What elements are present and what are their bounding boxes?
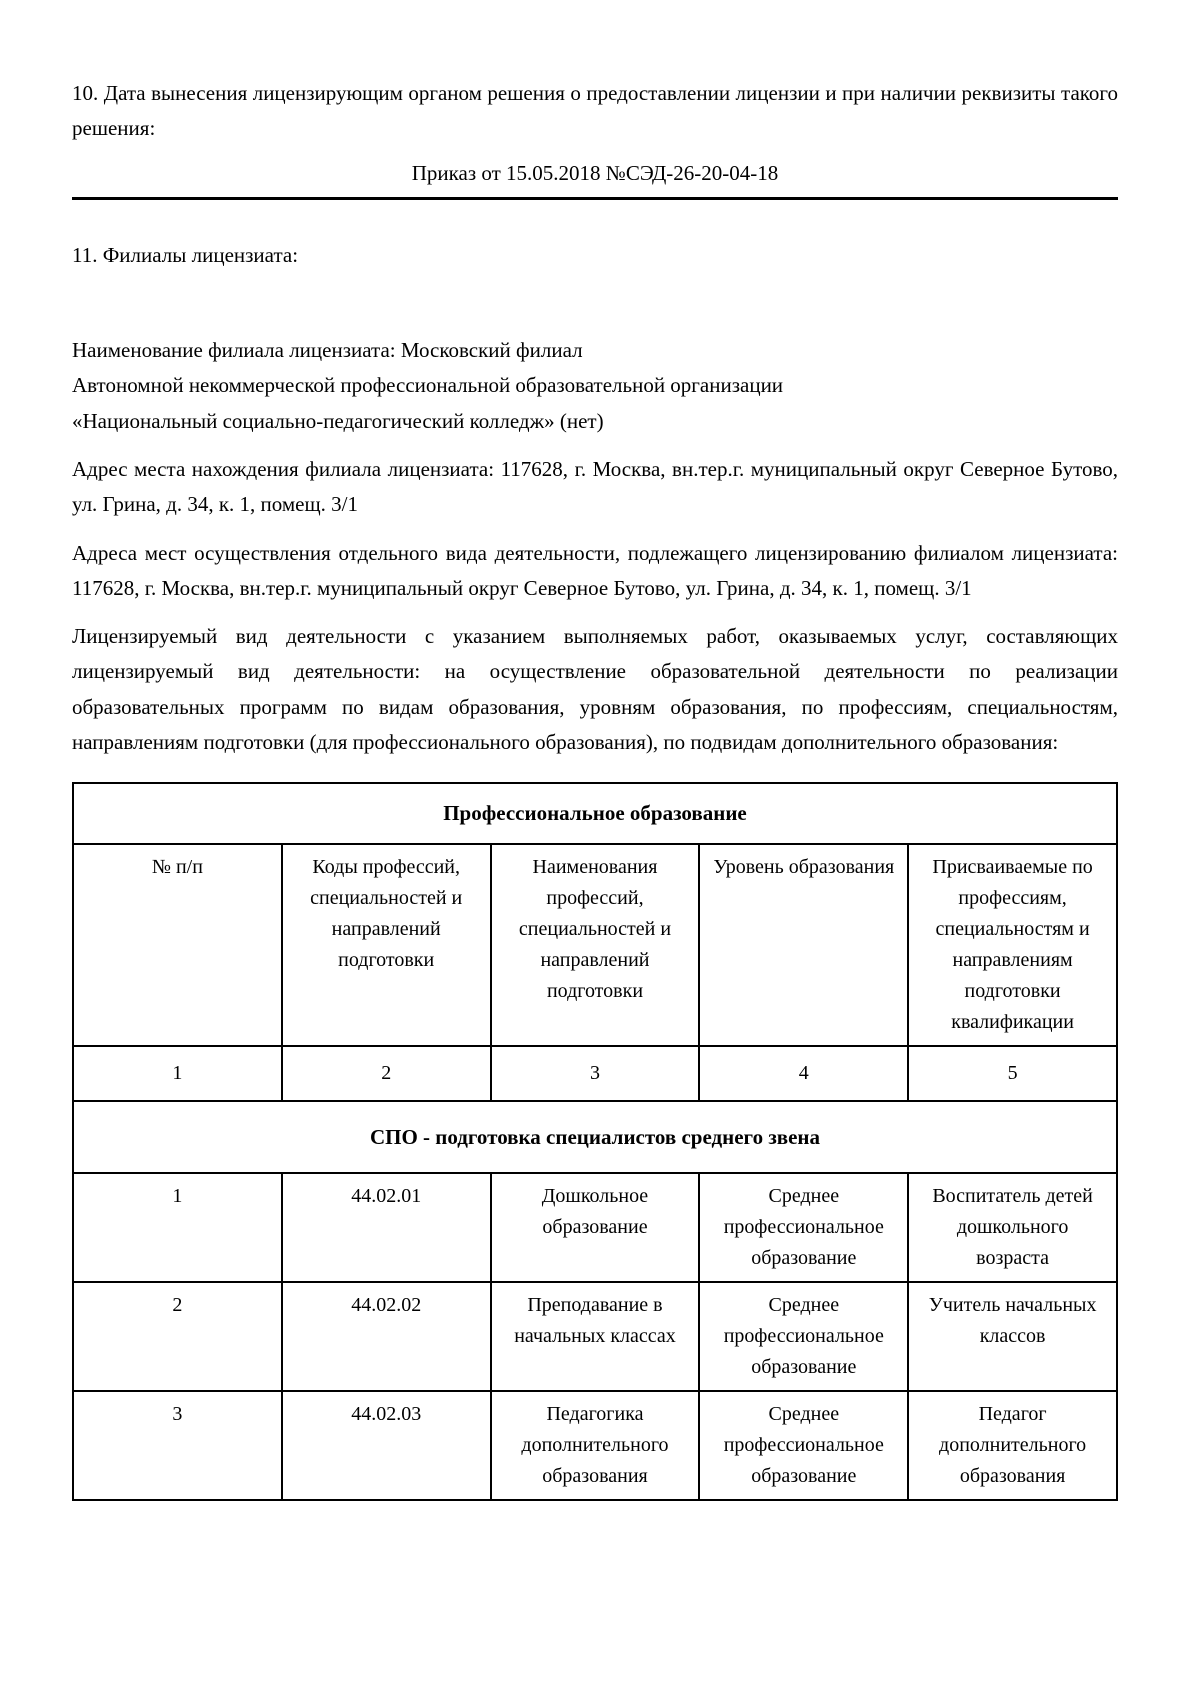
table-cell-row-number: 2 (73, 1282, 282, 1391)
table-cell-qualification: Воспитатель детей дошкольного возраста (908, 1173, 1117, 1282)
branch-name-line-3: «Национальный социально-педагогический колледж» (нет) (72, 408, 604, 433)
branch-name-line-1: Наименование филиала лицензиата: Московский филиал (72, 338, 583, 363)
table-header-cell-level: Уровень образования (699, 844, 908, 1046)
table-row (73, 1282, 1117, 1391)
table-title-row (73, 783, 1117, 844)
branch-name-block (72, 333, 1118, 439)
professional-education-table (72, 782, 1118, 1501)
table-header-cell-codes: Коды профессий, специальностей и направлений подготовки (282, 844, 491, 1046)
table-cell-code: 44.02.03 (282, 1391, 491, 1500)
table-row (73, 1391, 1117, 1500)
table-cell-name: Дошкольное образование (491, 1173, 700, 1282)
horizontal-rule (72, 197, 1118, 200)
column-numbers-row (73, 1046, 1117, 1101)
branch-name-line-2: Автономной некоммерческой профессиональной образовательной организации (72, 373, 784, 398)
table-cell-qualification: Педагог дополнительного образования (908, 1391, 1117, 1500)
table-cell-name: Педагогика дополнительного образования (491, 1391, 700, 1500)
order-reference-value: Приказ от 15.05.2018 №СЭД-26-20-04-18 (411, 160, 779, 185)
table-section-row (73, 1101, 1117, 1174)
table-cell-code: 44.02.02 (282, 1282, 491, 1391)
table-header-row (73, 844, 1117, 1046)
activity-addresses-paragraph: Адреса мест осуществления отдельного вида деятельности, подлежащего лицензированию филиалом лицензиата: 117628, г. Москва, вн.тер.г. муниципальный округ Северное Бутово, ул. Грина, д. 34, к. 1, помещ. 3/1 (72, 540, 1118, 600)
item10-paragraph: 10. Дата вынесения лицензирующим органом решения о предоставлении лицензии и при наличии реквизиты такого решения: (72, 81, 1118, 141)
table-cell-code: 44.02.01 (282, 1173, 491, 1282)
table-title: Профессиональное образование (73, 783, 1117, 844)
table-cell-row-number: 3 (73, 1391, 282, 1500)
column-number-cell: 2 (282, 1046, 491, 1101)
table-cell-level: Среднее профессиональное образование (699, 1391, 908, 1500)
table-cell-name: Преподавание в начальных классах (491, 1282, 700, 1391)
column-number-cell: 3 (491, 1046, 700, 1101)
column-number-cell: 5 (908, 1046, 1117, 1101)
table-cell-level: Среднее профессиональное образование (699, 1282, 908, 1391)
licensed-activity-paragraph: Лицензируемый вид деятельности с указанием выполняемых работ, оказываемых услуг, составляющих лицензируемый вид деятельности: на осуществление образовательной деятельности по реализации образовательных программ по видам образования, уровням образования, по профессиям, специальностям, направлениям подготовки (для профессионального образования), по подвидам дополнительного образования: (72, 624, 1118, 754)
table-cell-qualification: Учитель начальных классов (908, 1282, 1117, 1391)
item11-heading: 11. Филиалы лицензиата: (72, 242, 299, 267)
column-number-cell: 1 (73, 1046, 282, 1101)
table-header-cell-qualifications: Присваиваемые по профессиям, специальностям и направлениям подготовки квалификации (908, 844, 1117, 1046)
table-cell-level: Среднее профессиональное образование (699, 1173, 908, 1282)
column-number-cell: 4 (699, 1046, 908, 1101)
branch-address-paragraph: Адрес места нахождения филиала лицензиата: 117628, г. Москва, вн.тер.г. муниципальный округ Северное Бутово, ул. Грина, д. 34, к. 1, помещ. 3/1 (72, 456, 1118, 517)
table-header-cell-names: Наименования профессий, специальностей и направлений подготовки (491, 844, 700, 1046)
table-cell-row-number: 1 (73, 1173, 282, 1282)
table-section-title: СПО - подготовка специалистов среднего звена (73, 1101, 1117, 1174)
table-header-cell-number: № п/п (73, 844, 282, 1046)
table-row (73, 1173, 1117, 1282)
